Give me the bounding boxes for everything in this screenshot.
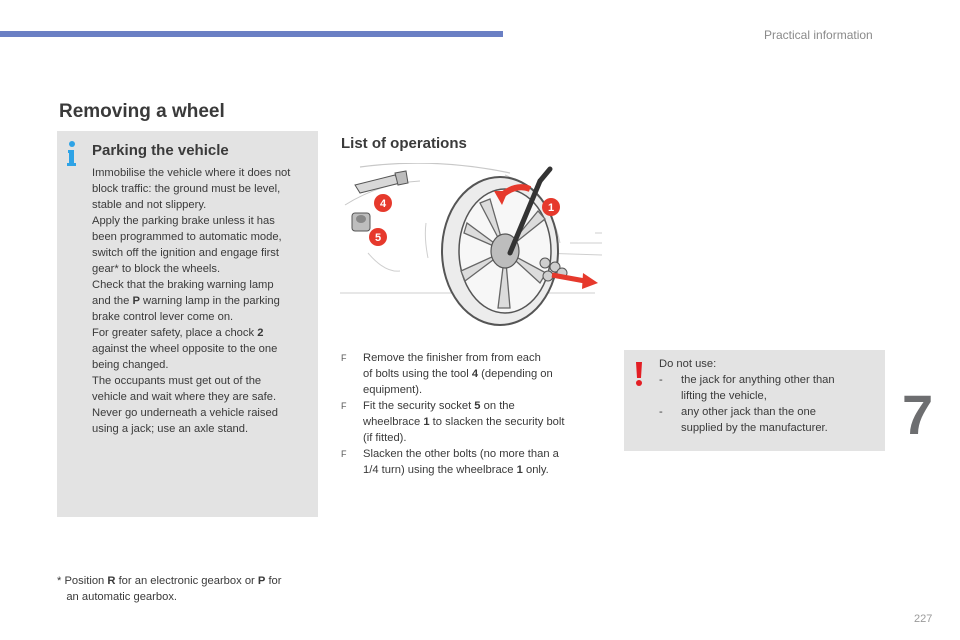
operation-item [341,446,601,478]
info-line: brake control lever come on. [92,311,234,323]
operation-line: of bolts using the tool 4 (depending on [363,368,553,380]
info-box-text [92,165,316,437]
operation-line: equipment). [363,384,423,396]
operation-item [341,350,601,398]
operation-item [341,398,601,446]
warning-text [659,356,881,436]
info-box-title: Parking the vehicle [92,142,229,159]
info-icon [63,140,79,168]
exclamation-icon [633,361,645,387]
info-line: stable and not slippery. [92,199,207,211]
wheel-removal-illustration [340,163,602,328]
info-line: using a jack; use an axle stand. [92,423,249,435]
warning-line: lifting the vehicle, [681,390,767,402]
callout-label-5: 5 [374,232,382,244]
operation-line: Remove the finisher from from each [363,352,541,364]
bullet-marker: F [341,353,347,363]
chapter-number: 7 [902,383,934,446]
bullet-marker: F [341,401,347,411]
warning-item [659,372,881,404]
info-line: The occupants must get out of the [92,375,262,387]
operation-line: (if fitted). [363,432,407,444]
operation-line: 1/4 turn) using the wheelbrace 1 only. [363,464,549,476]
operation-line: Fit the security socket 5 on the [363,400,515,412]
footnote-line: * Position R for an electronic gearbox or P for [57,575,282,587]
info-line: been programmed to automatic mode, [92,231,282,243]
info-line: Never go underneath a vehicle raised [92,407,278,419]
dash-marker: - [659,374,663,386]
header-accent-bar [0,31,503,37]
info-line: switch off the ignition and engage first [92,247,279,259]
info-line: Check that the braking warning lamp [92,279,274,291]
page-heading: Removing a wheel [59,101,225,122]
footnote [57,573,327,605]
info-line: being changed. [92,359,169,371]
operations-list [341,350,601,478]
callout-label-1: 1 [547,202,555,214]
operations-title: List of operations [341,135,467,152]
info-line: Apply the parking brake unless it has [92,215,275,227]
warning-line: the jack for anything other than [681,374,835,386]
dash-marker: - [659,406,663,418]
info-line: gear* to block the wheels. [92,263,221,275]
warning-line: supplied by the manufacturer. [681,422,828,434]
warning-item [659,404,881,436]
warning-line: any other jack than the one [681,406,816,418]
callout-label-4: 4 [379,198,387,210]
info-line: and the P warning lamp in the parking [92,295,280,307]
info-line: Immobilise the vehicle where it does not [92,167,291,179]
section-label: Practical information [764,28,873,42]
bullet-marker: F [341,449,347,459]
info-line: block traffic: the ground must be level, [92,183,281,195]
info-line: against the wheel opposite to the one [92,343,278,355]
footnote-line: an automatic gearbox. [57,591,178,603]
operation-line: wheelbrace 1 to slacken the security bolt [363,416,565,428]
operation-line: Slacken the other bolts (no more than a [363,448,559,460]
warning-intro: Do not use: [659,358,717,370]
page-number: 227 [914,613,933,625]
info-line: For greater safety, place a chock 2 [92,327,264,339]
info-line: vehicle and wait where they are safe. [92,391,277,403]
